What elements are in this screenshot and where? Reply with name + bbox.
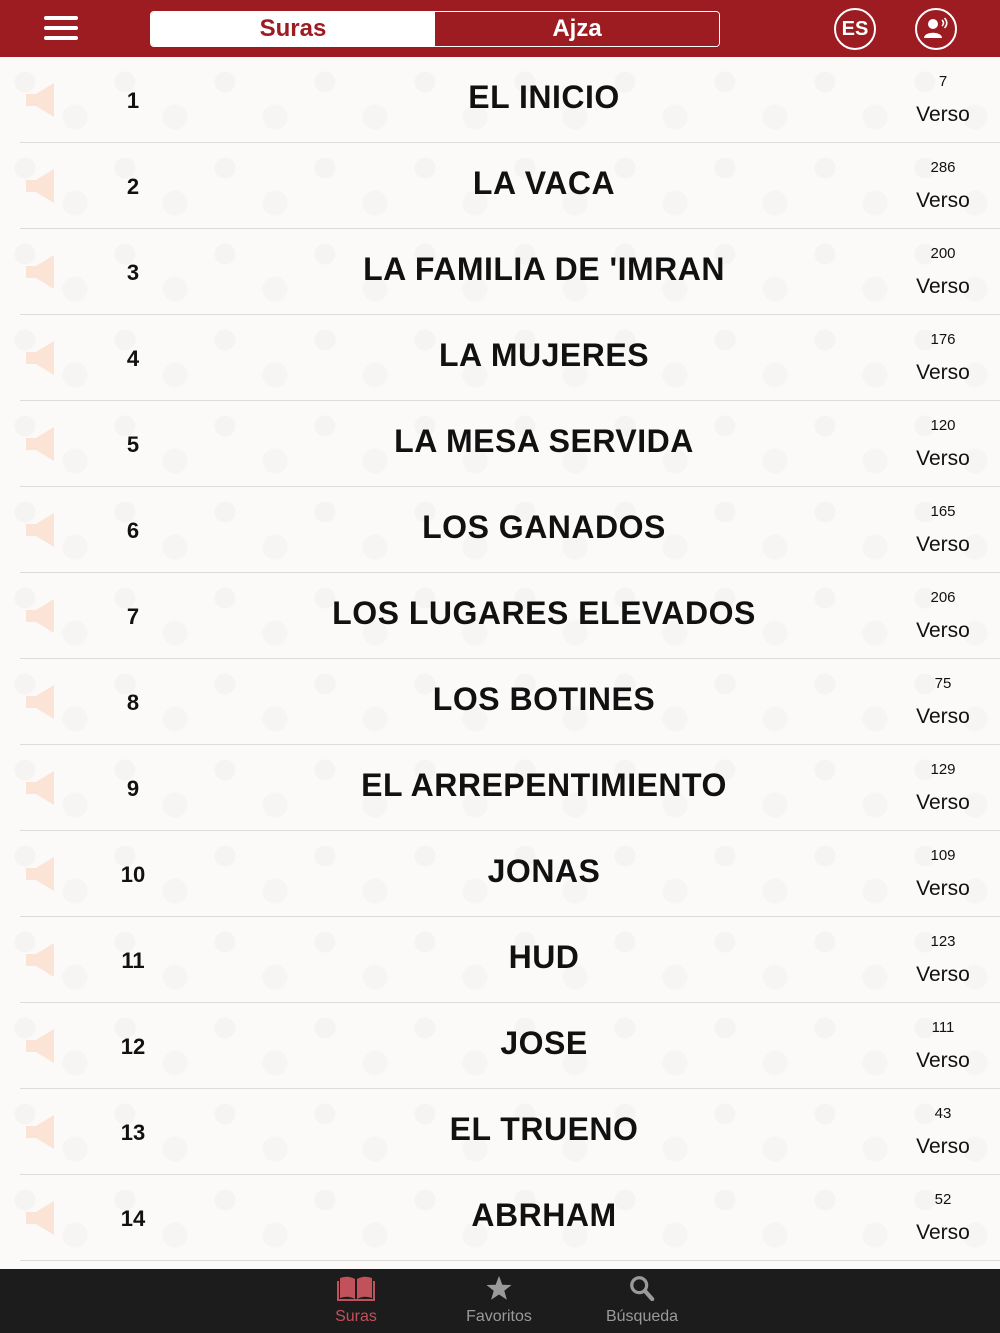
sura-number: 5: [126, 432, 140, 457]
menu-icon[interactable]: [44, 14, 82, 42]
speaker-icon[interactable]: [26, 943, 56, 977]
list-item[interactable]: [0, 1089, 1000, 1175]
sura-name: LOS GANADOS: [422, 509, 666, 545]
sura-name: JOSE: [500, 1025, 588, 1061]
tab-suras-bottom[interactable]: [286, 1275, 426, 1326]
list-item[interactable]: [0, 917, 1000, 1003]
search-icon: [627, 1275, 657, 1301]
list-item[interactable]: [0, 57, 1000, 143]
list-item[interactable]: [0, 659, 1000, 745]
speaker-icon[interactable]: [26, 771, 56, 805]
sura-name: EL ARREPENTIMIENTO: [361, 767, 727, 803]
verse-unit: Verso: [916, 103, 970, 126]
verse-count: 111: [931, 1019, 955, 1036]
sura-number: 2: [126, 174, 140, 199]
top-bar: [0, 0, 1000, 57]
language-button[interactable]: [834, 8, 876, 50]
verse-unit: Verso: [916, 963, 970, 986]
speaker-icon[interactable]: [26, 169, 56, 203]
sura-number: 4: [126, 346, 140, 371]
speaker-icon[interactable]: [26, 857, 56, 891]
verse-unit: Verso: [916, 619, 970, 642]
tab-label: Búsqueda: [605, 1308, 679, 1325]
list-item[interactable]: [0, 1175, 1000, 1261]
list-item[interactable]: [0, 831, 1000, 917]
speaker-icon[interactable]: [26, 1201, 56, 1235]
speaker-icon[interactable]: [26, 513, 56, 547]
sura-list: [0, 57, 1000, 1269]
verse-count: 52: [934, 1191, 952, 1208]
sura-name: HUD: [508, 939, 580, 975]
sura-number: 13: [120, 1120, 146, 1145]
sura-name: JONAS: [487, 853, 601, 889]
tab-suras[interactable]: Suras: [151, 12, 435, 46]
sura-number: 1: [126, 88, 140, 113]
verse-unit: Verso: [916, 1049, 970, 1072]
verse-unit: Verso: [916, 361, 970, 384]
bottom-tab-bar: [0, 1269, 1000, 1333]
sura-number: 7: [126, 604, 140, 629]
speaker-icon[interactable]: [26, 685, 56, 719]
speaker-icon[interactable]: [26, 341, 56, 375]
sura-name: EL INICIO: [468, 79, 620, 115]
verse-count: 75: [934, 675, 952, 692]
sura-name: ABRHAM: [471, 1197, 617, 1233]
sura-number: 6: [126, 518, 140, 543]
speaker-icon[interactable]: [26, 1029, 56, 1063]
verse-unit: Verso: [916, 275, 970, 298]
tab-busqueda[interactable]: [572, 1275, 712, 1326]
tab-ajza[interactable]: Ajza: [435, 12, 719, 46]
list-item[interactable]: [0, 573, 1000, 659]
language-label: ES: [841, 17, 869, 40]
sura-number: 14: [120, 1206, 146, 1231]
sura-name: EL TRUENO: [449, 1111, 639, 1147]
list-item[interactable]: [0, 487, 1000, 573]
tab-favoritos[interactable]: [429, 1275, 569, 1326]
verse-unit: Verso: [916, 189, 970, 212]
verse-count: 43: [934, 1105, 952, 1122]
verse-count: 200: [930, 245, 956, 262]
verse-count: 123: [930, 933, 956, 950]
verse-count: 109: [930, 847, 956, 864]
verse-unit: Verso: [916, 705, 970, 728]
tab-label: Favoritos: [466, 1308, 532, 1325]
verse-count: 286: [930, 159, 956, 176]
verse-count: 176: [930, 331, 956, 348]
list-item[interactable]: [0, 745, 1000, 831]
sura-name: LA MESA SERVIDA: [394, 423, 694, 459]
speaker-icon[interactable]: [26, 1115, 56, 1149]
verse-unit: Verso: [916, 533, 970, 556]
verse-count: 165: [930, 503, 956, 520]
verse-unit: Verso: [916, 1135, 970, 1158]
list-item[interactable]: [0, 229, 1000, 315]
sura-number: 3: [126, 260, 140, 285]
sura-number: 9: [126, 776, 140, 801]
sura-name: LA MUJERES: [438, 337, 650, 373]
speaker-icon[interactable]: [26, 599, 56, 633]
user-audio-button[interactable]: [915, 8, 957, 50]
verse-unit: Verso: [916, 791, 970, 814]
star-icon: [484, 1275, 514, 1301]
verse-count: 7: [938, 73, 948, 90]
user-audio-icon: [921, 14, 951, 44]
tab-label: Suras: [335, 1308, 377, 1325]
verse-unit: Verso: [916, 1221, 970, 1244]
sura-number: 11: [121, 948, 145, 973]
verse-count: 206: [930, 589, 956, 606]
sura-number: 10: [120, 862, 146, 887]
list-item[interactable]: [0, 401, 1000, 487]
verse-unit: Verso: [916, 447, 970, 470]
segmented-control: [150, 11, 720, 47]
sura-name: LA VACA: [472, 165, 616, 201]
sura-name: LOS BOTINES: [432, 681, 656, 717]
book-icon: [336, 1275, 376, 1301]
sura-name: LA FAMILIA DE 'IMRAN: [363, 251, 725, 287]
list-item[interactable]: [0, 143, 1000, 229]
sura-name: LOS LUGARES ELEVADOS: [332, 595, 756, 631]
sura-number: 12: [120, 1034, 146, 1059]
verse-count: 129: [930, 761, 956, 778]
verse-count: 120: [930, 417, 956, 434]
verse-unit: Verso: [916, 877, 970, 900]
list-item[interactable]: [0, 1003, 1000, 1089]
speaker-icon[interactable]: [26, 255, 56, 289]
speaker-icon[interactable]: [26, 427, 56, 461]
list-item[interactable]: [0, 315, 1000, 401]
speaker-icon[interactable]: [26, 83, 56, 117]
sura-number: 8: [126, 690, 140, 715]
